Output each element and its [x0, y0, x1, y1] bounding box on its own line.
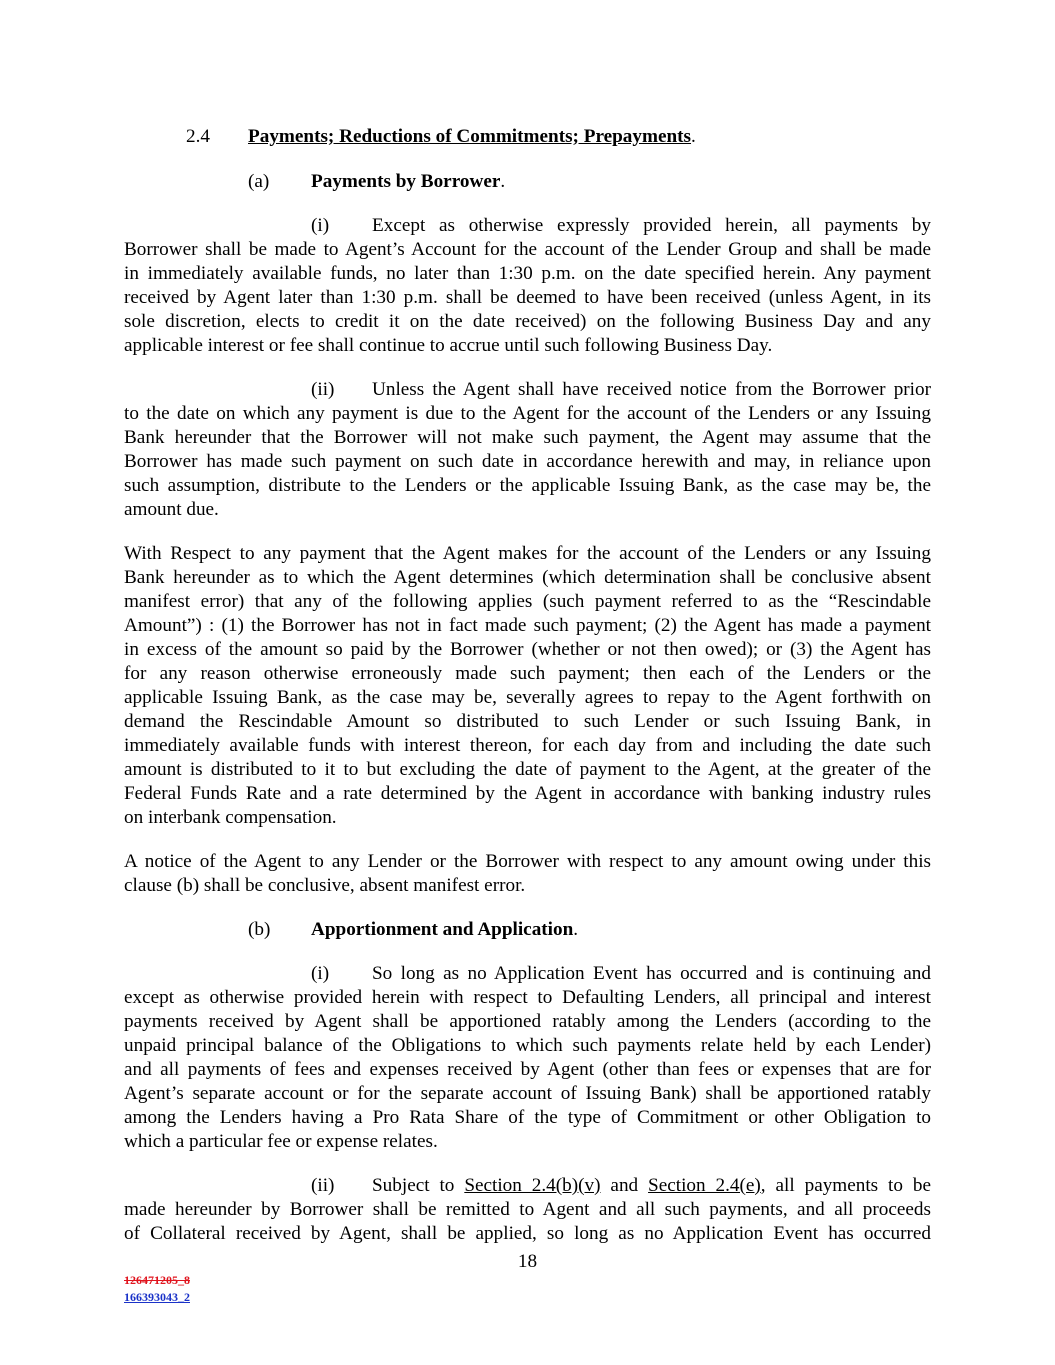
para-a-ii-line: Borrower has made such payment on such date in accordance herewith and may, in reliance upon — [124, 451, 931, 472]
para-a-ii-line: to the date on which any payment is due to the Agent for the account of the Lenders or any Issuing — [124, 403, 931, 424]
subsection-b-title-text: Apportionment and Application — [311, 919, 574, 940]
subsection-a-label: (a) — [248, 171, 270, 192]
para-b-i-line: except as otherwise provided herein with respect to Defaulting Lenders, all principal and interest — [124, 987, 931, 1008]
para-a-i-line: sole discretion, elects to credit it on the date received) on the following Business Day and any — [124, 311, 931, 332]
subsection-a-title-punct: . — [500, 171, 506, 192]
para-rescindable-line: applicable Issuing Bank, as the case may be, severally agrees to repay to the Agent forthwith on — [124, 687, 931, 708]
para-a-i-line: Borrower shall be made to Agent’s Account for the account of the Lender Group and shall be made — [124, 239, 931, 260]
subsection-b-title — [311, 918, 578, 942]
para-rescindable-line: Amount”) : (1) the Borrower has not in fact made such payment; (2) the Agent has made a payment — [124, 615, 931, 636]
section-title-text: Payments; Reductions of Commitments; Prepayments — [248, 126, 692, 147]
doc-id-inserted: 166393043_2 — [124, 1290, 190, 1304]
para-a-i-line: Except as otherwise expressly provided herein, all payments by — [372, 215, 931, 236]
para-b-i-line: Agent’s separate account or for the separate account of Issuing Bank) shall be apportioned ratably — [124, 1083, 931, 1104]
para-rescindable-line: in excess of the amount so paid by the Borrower (whether or not then owed); or (3) the Agent has — [124, 639, 931, 660]
para-rescindable-line: With Respect to any payment that the Agent makes for the account of the Lenders or any Issuing — [124, 543, 931, 564]
section-number: 2.4 — [186, 126, 210, 147]
para-a-i-line: in immediately available funds, no later than 1:30 p.m. on the date specified herein. Any payment — [124, 263, 931, 284]
para-rescindable-line: manifest error) that any of the following applies (such payment referred to as the “Rescindable — [124, 591, 931, 612]
para-b-i-line: unpaid principal balance of the Obligations to which such payments relate held by each Lender) — [124, 1035, 931, 1056]
subsection-b-label: (b) — [248, 919, 271, 940]
para-a-ii-line: such assumption, distribute to the Lenders or the applicable Issuing Bank, as the case may be, the — [124, 475, 931, 496]
para-notice-line: clause (b) shall be conclusive, absent manifest error. — [124, 875, 526, 896]
para-a-ii-line: Bank hereunder that the Borrower will not make such payment, the Agent may assume that the — [124, 427, 931, 448]
para-b-ii-label: (ii) — [311, 1175, 335, 1196]
para-rescindable-line: Federal Funds Rate and a rate determined by the Agent in accordance with banking industry rules — [124, 783, 931, 804]
para-rescindable-line: for any reason otherwise erroneously made such payment; then each of the Lenders or the — [124, 663, 931, 684]
subsection-a-title — [311, 170, 505, 194]
para-b-i-line: which a particular fee or expense relates. — [124, 1131, 438, 1152]
para-b-i-label: (i) — [311, 963, 330, 984]
para-b-i-line: So long as no Application Event has occurred and is continuing and — [372, 963, 931, 984]
para-b-i-line: among the Lenders having a Pro Rata Share of the type of Commitment or other Obligation to — [124, 1107, 931, 1128]
para-a-i-line: received by Agent later than 1:30 p.m. shall be deemed to have been received (unless Agent, in its — [124, 287, 931, 308]
para-b-ii-prefix: Subject to — [372, 1175, 465, 1196]
para-rescindable-line: on interbank compensation. — [124, 807, 337, 828]
section-2-4-e-link[interactable]: Section 2.4(e) — [648, 1175, 761, 1196]
section-2-4-b-v-link[interactable]: Section 2.4(b)(v) — [464, 1175, 601, 1196]
para-b-ii-line: of Collateral received by Agent, shall be applied, so long as no Application Event has occurred — [124, 1223, 931, 1244]
para-b-i-line: payments received by Agent shall be apportioned ratably among the Lenders (according to the — [124, 1011, 931, 1032]
para-b-ii-suffix: , all payments to be — [760, 1175, 931, 1196]
section-title — [248, 125, 696, 149]
para-notice-line: A notice of the Agent to any Lender or the Borrower with respect to any amount owing under this — [124, 851, 931, 872]
para-b-i-line: and all payments of fees and expenses received by Agent (other than fees or expenses that are for — [124, 1059, 931, 1080]
section-title-punct: . — [691, 126, 696, 147]
para-rescindable-line: Bank hereunder as to which the Agent determines (which determination shall be conclusive absent — [124, 567, 931, 588]
subsection-b-title-punct: . — [573, 919, 579, 940]
para-a-ii-label: (ii) — [311, 379, 335, 400]
para-rescindable-line: immediately available funds with interest thereon, for each day from and including the date such — [124, 735, 931, 756]
para-b-ii-first-line — [372, 1174, 931, 1198]
page-number: 18 — [517, 1251, 538, 1272]
para-b-ii-mid: and — [600, 1175, 649, 1196]
subsection-a-title-text: Payments by Borrower — [311, 171, 501, 192]
para-a-i-line: applicable interest or fee shall continue to accrue until such following Business Day. — [124, 335, 773, 356]
doc-id-deleted: 126471205_8 — [124, 1273, 190, 1287]
para-rescindable-line: demand the Rescindable Amount so distributed to such Lender or such Issuing Bank, in — [124, 711, 931, 732]
para-a-i-label: (i) — [311, 215, 330, 236]
para-rescindable-line: amount is distributed to it to but excluding the date of payment to the Agent, at the greater of the — [124, 759, 931, 780]
para-a-ii-line: Unless the Agent shall have received notice from the Borrower prior — [372, 379, 931, 400]
para-a-ii-line: amount due. — [124, 499, 219, 520]
para-b-ii-line: made hereunder by Borrower shall be remitted to Agent and all such payments, and all proceeds — [124, 1199, 931, 1220]
